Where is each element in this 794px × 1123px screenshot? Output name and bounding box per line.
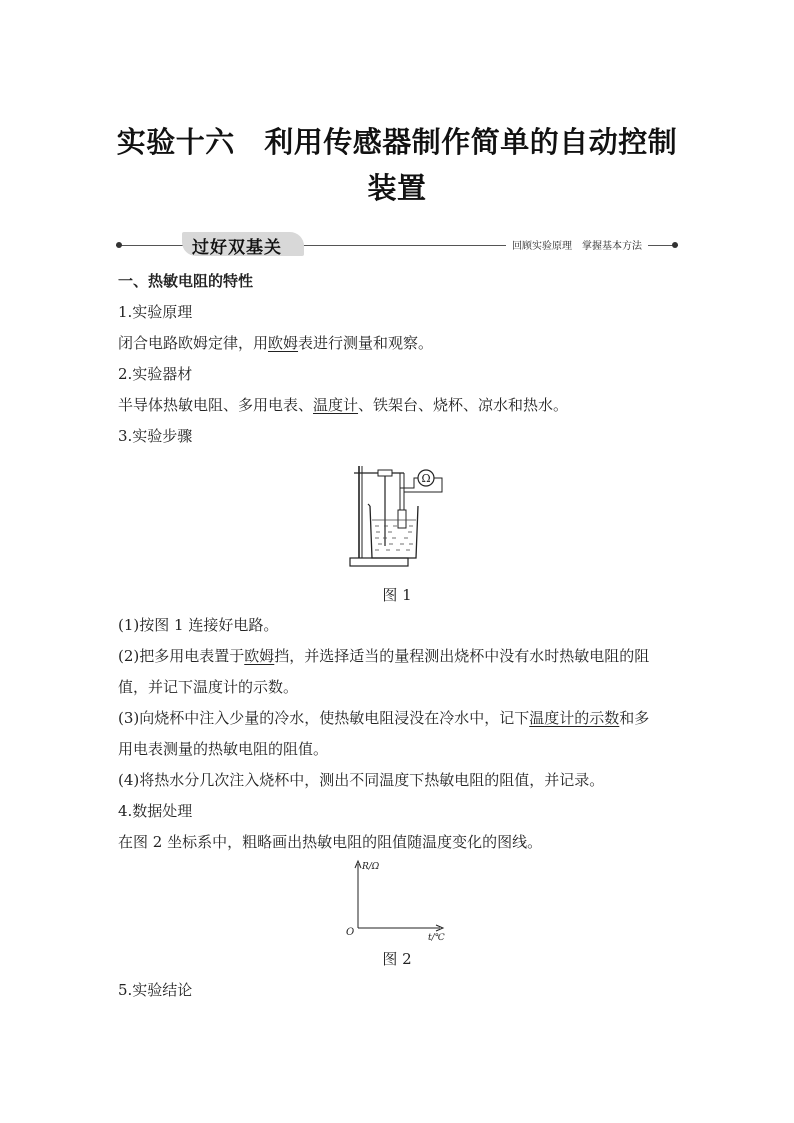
step-2 [118, 646, 649, 666]
subsection-title: 1.实验原理 [118, 303, 193, 321]
text: 半导体热敏电阻、多用电表、 [118, 396, 314, 414]
subsection-title: 2.实验器材 [118, 365, 193, 383]
section-banner [116, 230, 678, 260]
text: 表进行测量和观察。 [298, 334, 434, 352]
underlined-answer: 欧姆 [268, 334, 299, 352]
text: 闭合电路欧姆定律，用 [118, 334, 269, 352]
figure-1-caption: 图 1 [382, 586, 412, 604]
step-1: (1)按图 1 连接好电路。 [118, 616, 279, 634]
text: 、铁架台、烧杯、凉水和热水。 [358, 396, 569, 414]
banner-title: 过好双基关 [192, 238, 282, 258]
subsection-title: 3.实验步骤 [118, 427, 193, 445]
thermistor [398, 510, 406, 528]
text: 和多 [619, 709, 650, 727]
banner-dot-right [672, 242, 678, 248]
x-axis-label: t/℃ [428, 933, 445, 942]
subsection-title: 5.实验结论 [118, 981, 193, 999]
ohmmeter-symbol: Ω [421, 472, 431, 485]
step-4: (4)将热水分几次注入烧杯中，测出不同温度下热敏电阻的阻值，并记录。 [118, 771, 605, 789]
underlined-answer: 温度计的示数 [529, 709, 620, 727]
y-axis-label: R/Ω [362, 862, 380, 872]
underlined-answer: 温度计 [313, 396, 359, 414]
text: (3)向烧杯中注入少量的冷水，使热敏电阻浸没在冷水中，记下 [118, 709, 530, 727]
step-3 [118, 708, 649, 728]
section-heading: 一、热敏电阻的特性 [118, 272, 254, 290]
stand-base [350, 558, 408, 566]
text: (2)把多用电表置于 [118, 647, 245, 665]
paragraph: 在图 2 坐标系中，粗略画出热敏电阻的阻值随温度变化的图线。 [118, 833, 543, 851]
subsection-title: 4.数据处理 [118, 802, 193, 820]
step-2-continued: 值，并记下温度计的示数。 [118, 678, 299, 696]
figure-2-caption: 图 2 [382, 950, 412, 968]
figure-2-axes [340, 856, 450, 942]
water [372, 520, 416, 550]
banner-subtitle: 回顾实验原理 掌握基本方法 [506, 237, 648, 252]
page-title: 实验十六 利用传感器制作简单的自动控制 [116, 125, 678, 159]
page-title-continued: 装置 [367, 171, 427, 205]
origin-label: O [346, 927, 355, 938]
text: 挡，并选择适当的量程测出烧杯中没有水时热敏电阻的阻 [274, 647, 650, 665]
banner-dot-left [116, 242, 122, 248]
step-3-continued: 用电表测量的热敏电阻的阻值。 [118, 740, 329, 758]
underlined-answer: 欧姆 [244, 647, 275, 665]
paragraph [118, 395, 568, 415]
paragraph [118, 333, 433, 353]
figure-1-apparatus [348, 458, 448, 570]
